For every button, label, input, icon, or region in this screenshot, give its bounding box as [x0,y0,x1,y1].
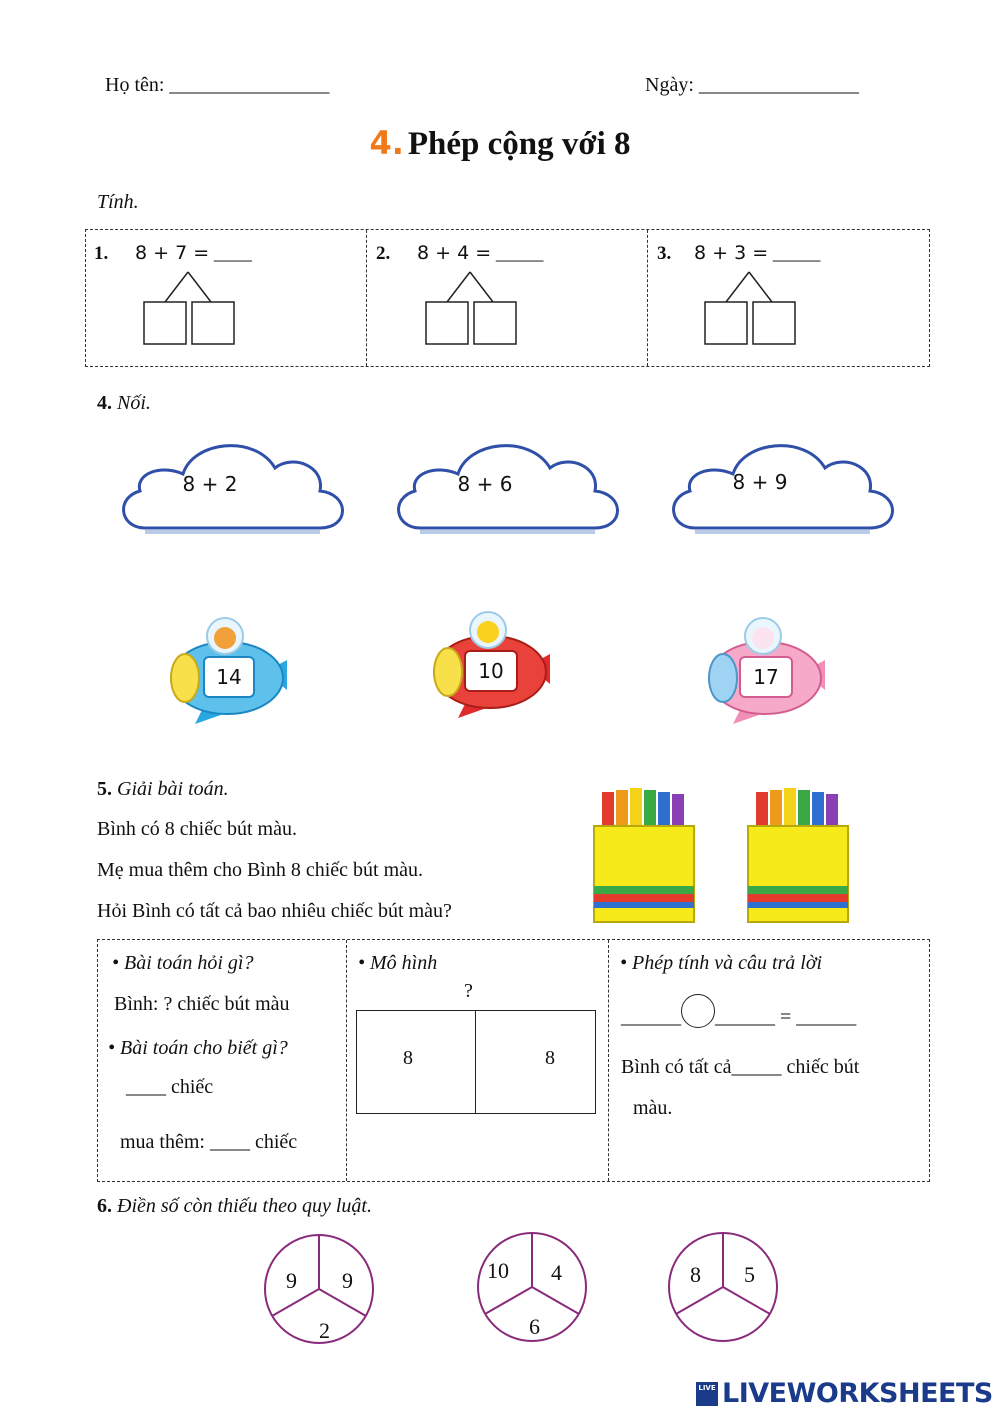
liveworksheets-logo [696,1378,993,1408]
split-diagram-1 [141,270,241,350]
answer-blank[interactable]: _____ [772,243,821,264]
problem-1 [94,242,252,265]
section-number: 5. [97,778,112,800]
split-box-left[interactable] [426,302,468,344]
name-field-label: Họ tên: ________________ [105,74,330,96]
rocket-1[interactable] [165,612,290,727]
cloud-expression: 8 + 6 [457,472,513,496]
segment-bottom: 2 [319,1318,330,1343]
problem-number: 2. [376,243,391,264]
segment-top-left: 10 [487,1258,509,1283]
problem-line-3: Hỏi Bình có tất cả bao nhiêu chiếc bút màu? [97,900,452,922]
cloud-2[interactable] [390,436,625,540]
cloud-expression: 8 + 2 [182,472,238,496]
section-number: 6. [97,1195,112,1217]
split-box-left[interactable] [144,302,186,344]
problem-2 [376,242,543,265]
compute-instruction: Tính. [97,191,139,213]
crayon-box-icon [588,782,700,924]
calc-equation[interactable] [621,1006,856,1029]
problem-number: 1. [94,243,109,264]
equation-left-blank[interactable]: ______ [621,1006,681,1028]
calc-heading: • Phép tính và câu trả lời [620,952,823,974]
problem-number: 3. [657,243,672,264]
rocket-number: 10 [464,650,518,692]
compute-divider-1 [366,230,367,366]
split-box-left[interactable] [705,302,747,344]
section-instruction: Giải bài toán. [117,778,229,800]
solution-divider-1 [346,940,347,1181]
question-asked-answer: Bình: ? chiếc bút màu [114,993,290,1015]
cloud-expression: 8 + 9 [732,470,788,494]
problem-line-1: Bình có 8 chiếc bút màu. [97,818,297,840]
rocket-number: 17 [739,656,793,698]
pattern-circle-2 [475,1230,589,1344]
problem-expression: 8 + 4 = [417,242,492,264]
solution-divider-2 [608,940,609,1181]
cloud-3[interactable] [665,436,900,540]
split-box-right[interactable] [474,302,516,344]
answer-line-1[interactable]: Bình có tất cả_____ chiếc bút [621,1056,860,1078]
pattern-circle-3 [666,1230,780,1344]
cloud-1[interactable] [115,436,350,540]
title-text: Phép cộng với 8 [407,126,631,162]
split-diagram-3 [702,270,802,350]
section-number: 4. [97,392,112,414]
segment-bottom: 6 [529,1314,540,1339]
solution-table [97,939,930,1182]
given-count-line[interactable]: ____ chiếc [126,1076,214,1098]
rocket-number: 14 [203,656,255,698]
equation-right-blanks[interactable]: ______ = ______ [715,1006,857,1028]
section-instruction: Nối. [117,392,151,414]
title-number: 4. [369,124,404,162]
model-question-mark: ? [464,980,473,1002]
problem-3 [657,242,820,265]
segment-top-left: 9 [286,1268,297,1293]
rocket-3[interactable] [703,612,828,727]
answer-blank[interactable]: ____ [213,243,252,264]
model-right-value: 8 [545,1047,555,1069]
brand-badge: LIVE [696,1382,718,1406]
problem-expression: 8 + 7 = [135,242,210,264]
model-left-value: 8 [403,1047,413,1069]
split-diagram-2 [423,270,523,350]
crayon-box-icon [742,782,854,924]
pattern-instruction [97,1195,372,1218]
model-bar-divider [475,1011,476,1113]
answer-line-2: màu. [633,1097,673,1119]
pattern-circle-1 [262,1232,376,1346]
page-title [0,124,1000,163]
compute-table [85,229,930,367]
bought-count-line[interactable]: mua thêm: ____ chiếc [120,1131,298,1153]
operator-circle[interactable] [681,994,715,1028]
split-box-right[interactable] [753,302,795,344]
segment-top-right: 5 [744,1262,755,1287]
segment-top-right: 9 [342,1268,353,1293]
split-box-right[interactable] [192,302,234,344]
problem-line-2: Mẹ mua thêm cho Bình 8 chiếc bút màu. [97,859,424,881]
rocket-2[interactable] [428,606,553,721]
answer-blank[interactable]: _____ [495,243,544,264]
question-asked: • Bài toán hỏi gì? [112,952,254,974]
problem-instruction [97,778,229,801]
problem-expression: 8 + 3 = [694,242,769,264]
segment-top-right: 4 [551,1260,562,1285]
model-bar [356,1010,596,1114]
compute-divider-2 [647,230,648,366]
section-instruction: Điền số còn thiếu theo quy luật. [117,1195,372,1217]
question-given: • Bài toán cho biết gì? [108,1037,288,1059]
segment-top-left: 8 [690,1262,701,1287]
model-heading: • Mô hình [358,952,438,974]
segment-bottom-empty[interactable] [720,1314,744,1340]
date-field-label: Ngày: ________________ [645,74,859,96]
brand-name: LIVEWORKSHEETS [722,1378,993,1409]
match-instruction [97,392,151,415]
